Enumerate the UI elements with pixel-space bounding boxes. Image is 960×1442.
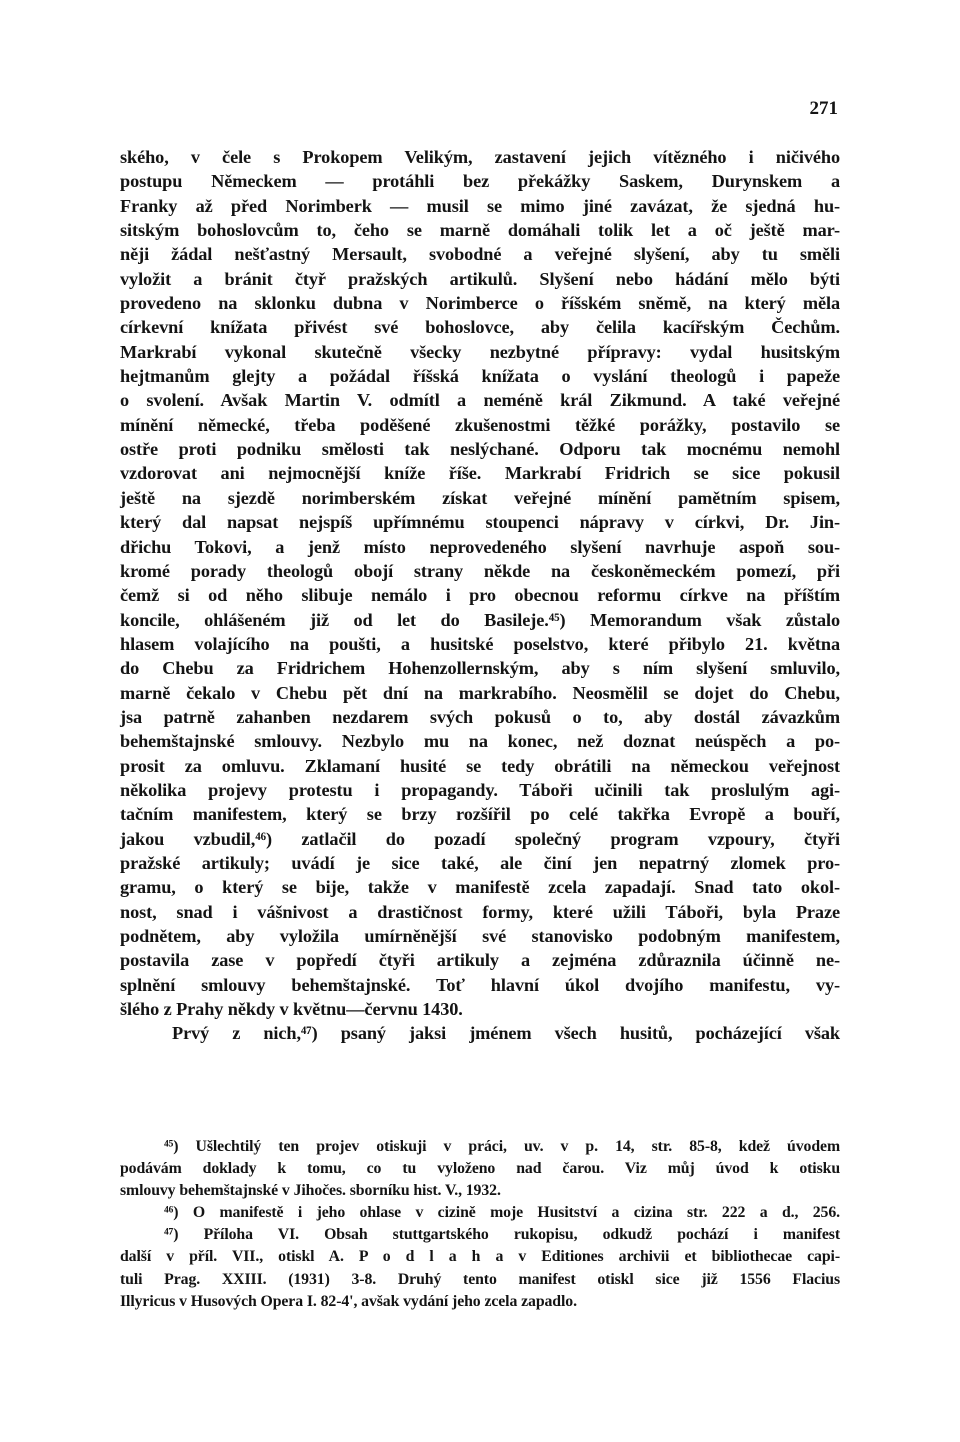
body-line: ještě na sjezdě norimberském získat veřejné mínění pamětním spisem, [120,487,840,508]
body-line: hejtmanům glejty a požádal říšská knížata o vyslání theologů i papeže [120,366,840,387]
body-line: podnětem, aby vyložila umírněnější své stanovisko podobným manifestem, [120,926,840,946]
body-line: kromé porady theologů obojí strany někde na českoněmeckém pomezí, při [120,560,840,581]
body-line: mínění německé, třeba poděšené zkušenostmi těžké porážky, postavilo se [120,414,840,435]
body-line: jakou vzbudil,⁴⁶) zatlačil do pozadí společný program vzpoury, čtyři [120,828,840,849]
body-line: provedeno na sklonku dubna v Norimberce o říšském sněmě, na který měla [120,293,840,314]
body-line: ského, v čele s Prokopem Velikým, zastavení jejich vítězného i ničivého [120,147,840,167]
body-line: který dal napsat nejspíš upřímnému stoupenci nápravy v církvi, Dr. Jin- [120,512,840,533]
body-line: pražské artikuly; uvádí je sice také, ale činí jen nepatrný zlomek pro- [120,852,840,873]
body-line: něji žádal nešťastný Mersault, svobodné a veřejné slyšení, aby tu směli [120,244,840,265]
body-line: církevní knížata přivést své bohoslovce, aby čelila kacířským Čechům. [120,317,840,338]
footnotes [120,1136,840,1313]
body-line: postupu Německem — protáhli bez překážky Saskem, Durynskem a [120,171,840,192]
body-line: nost, snad i vášnivost a drastičnost formy, které užili Táboři, byla Praze [120,901,840,922]
footnote-line: další v příl. VII., otiskl A. P o d l a h a v Editiones archivii et bibliothecae capi- [120,1248,840,1266]
body-line: čemž si od něho slibuje nemálo i pro obecnou reformu církve na příštím [120,585,840,606]
body-line: hlasem volajícího na poušti, a husitské poselstvo, které přibylo 21. května [120,633,840,654]
footnote-line: ⁴⁶) O manifestě i jeho ohlase v cizině moje Husitství a cizina str. 222 a d., 256. [164,1204,840,1222]
footnote-line: Illyricus v Husových Opera I. 82-4', avšak vydání jeho zcela zapadlo. [120,1292,577,1310]
body-line: koncile, ohlášeném již od let do Basileje.⁴⁵) Memorandum však zůstalo [120,609,840,630]
body-line: Markrabí vykonal skutečně všecky nezbytné přípravy: vydal husitským [120,341,840,362]
body-line: o svolení. Avšak Martin V. odmítl a neméně král Zikmund. A také veřejné [120,390,840,411]
body-line: šlého z Prahy někdy v květnu—červnu 1430. [120,999,463,1020]
footnote-line: smlouvy behemštajnské v Jihočes. sborníku hist. V., 1932. [120,1182,501,1200]
body-line: do Chebu za Fridrichem Hohenzollernským, aby s ním slyšení smluvilo, [120,658,840,679]
body-line: vyložit a bránit čtyř pražských artikulů. Slyšení nebo hádání mělo býti [120,268,840,289]
body-line: prosit za omluvu. Zklamaní husité se tedy obrátili na německou veřejnost [120,755,840,776]
body-line: tačním manifestem, který se brzy rozšířil po celé takřka Evropě a bouří, [120,804,840,825]
body-line: gramu, o který se bije, takže v manifestě zcela zapadají. Snad tato okol- [120,877,840,898]
body-line: behemštajnské smlouvy. Nezbylo mu na konec, než doznat neúspěch a po- [120,731,840,752]
body-line: ostře proti podniku smělosti tak neslýchané. Odporu tak mocnému nemohl [120,439,840,460]
body-line: splnění smlouvy behemštajnské. Toť hlavní úkol dvojího manifestu, vy- [120,974,840,995]
body-line: marně čekalo v Chebu pět dní na markrabího. Neosmělil se dojet do Chebu, [120,682,840,703]
footnote-line: podávám doklady k tomu, co tu vyloženo nad čarou. Viz můj úvod k otisku [120,1160,840,1178]
footnote-line: ⁴⁷) Příloha VI. Obsah stuttgartského rukopisu, odkudž pochází i manifest [164,1226,840,1244]
body-line: jsa patrně zahanben nezdarem svých pokusů o to, aby dostál závazkům [120,706,840,727]
page-number: 271 [809,98,838,119]
body-line: dřichu Tokovi, a jenž místo neprovedeného slyšení navrhuje aspoň sou- [120,536,840,557]
footnote-line: tuli Prag. XXIII. (1931) 3-8. Druhý tento manifest otiskl sice již 1556 Flacius [120,1270,840,1288]
body-line: postavila zase v popředí čtyři artikuly a zejména zdůraznila účinně ne- [120,950,840,971]
body-line: sitským bohoslovcům to, čeho se marně domáhali tolik let a oč ještě mar- [120,220,840,241]
footnote-line: ⁴⁵) Ušlechtilý ten projev otiskuji v práci, uv. v p. 14, str. 85-8, kdež úvodem [164,1138,840,1155]
body-line: Franky až před Norimberk — musil se mimo jiné zavázat, že sjedná hu- [120,195,840,216]
body-line: Prvý z nich,⁴⁷) psaný jaksi jménem všech husitů, pocházející však [172,1023,840,1044]
body-text [120,145,840,1046]
body-line: několika projevy protestu i propagandy. Táboři učinili tak proslulým agi- [120,779,840,800]
body-line: vzdorovat ani nejmocnější kníže říše. Markrabí Fridrich se sice pokusil [120,463,840,484]
